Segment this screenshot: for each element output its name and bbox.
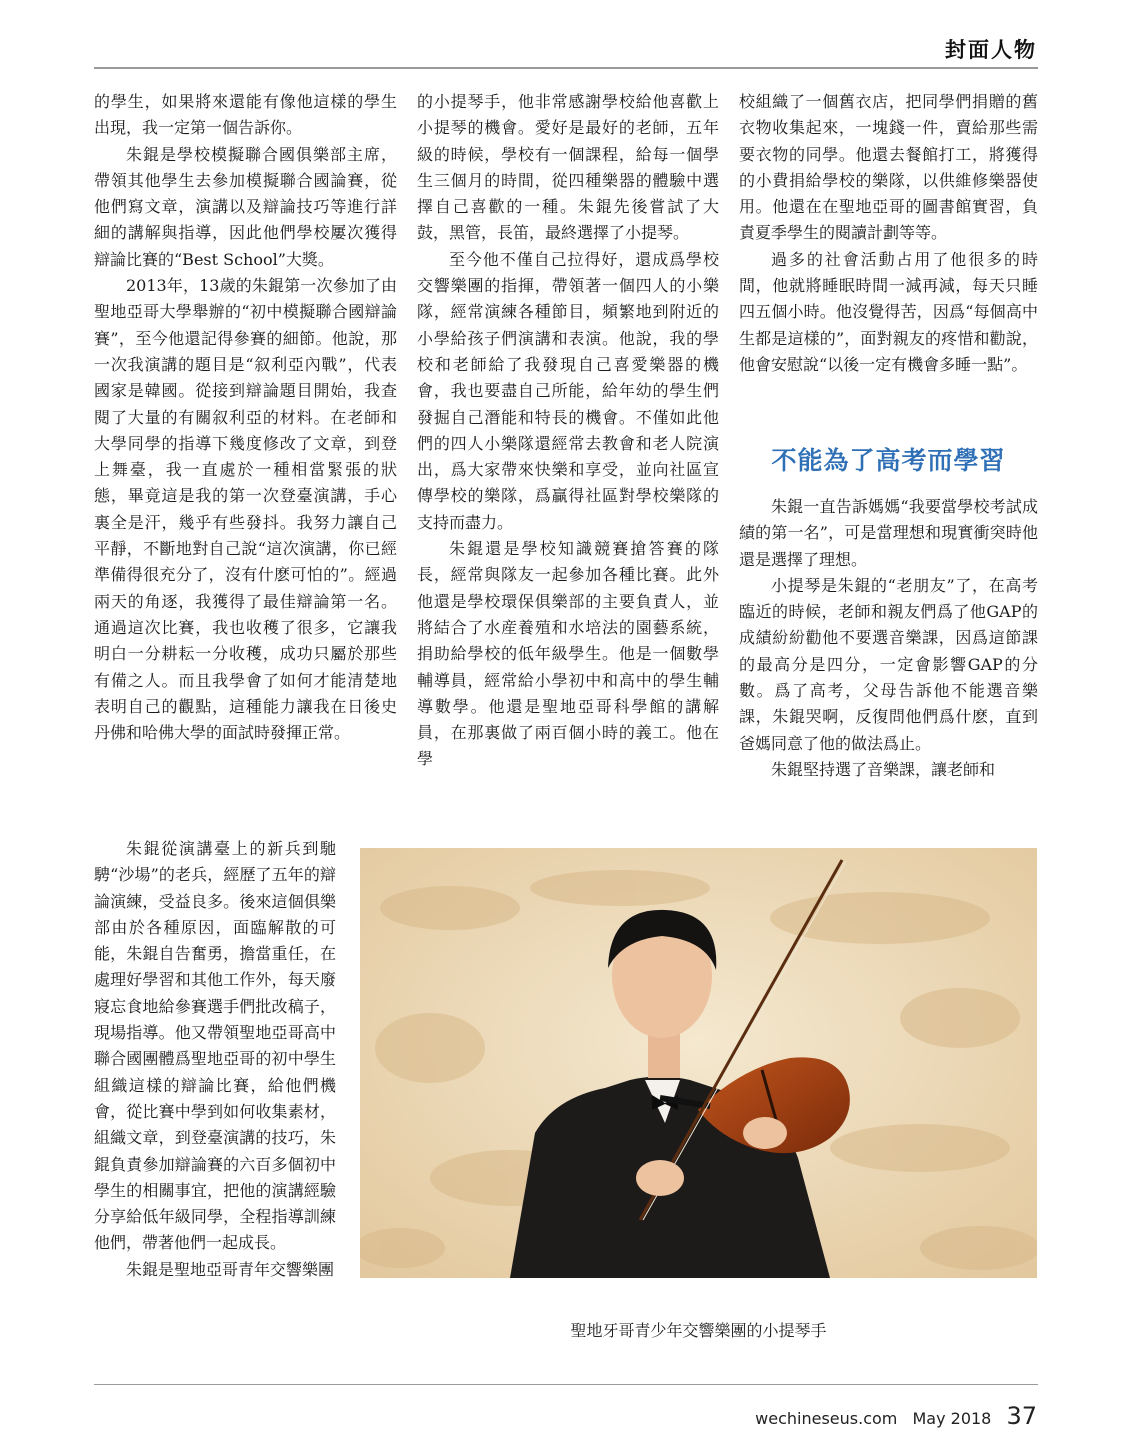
paragraph: 朱錕一直告訴媽媽“我要當學校考試成績的第一名”，可是當理想和現實衝突時他還是選擇了理想。 [739,497,1038,569]
paragraph: 朱錕還是學校知識競賽搶答賽的隊長，經常與隊友一起參加各種比賽。此外他還是學校環保俱樂部的主要負責人，並將結合了水産養殖和水培法的園藝系統，捐助給學校的低年級學生。他是一個數學輔導員，經常給小學初中和高中的學生輔導數學。他還是聖地亞哥科學館的講解員，在那裏做了兩百個小時的義工。他在學 [417,539,719,769]
footer-issue-date: May 2018 [912,1409,992,1428]
article-column-3 [739,89,1038,378]
article-column-3-lower [739,494,1038,783]
page-number: 37 [1006,1402,1037,1430]
paragraph: 過多的社會活動占用了他很多的時間，他就將睡眠時間一減再減，每天只睡四五個小時。他沒覺得苦，因爲“每個高中生都是這樣的”，面對親友的疼惜和勸說，他會安慰說“以後一定有機會多睡一點”。 [739,249,1038,374]
paragraph: 至今他不僅自己拉得好，還成爲學校交響樂團的指揮，帶領著一個四人的小樂隊，經常演練各種節目，頻繁地到附近的小學給孩子們演講和表演。他說，我的學校和老師給了我發現自己喜愛樂器的機會，我也要盡自己所能，給年幼的學生們發掘自己潛能和特長的機會。不僅如此他們的四人小樂隊還經常去教會和老人院演出，爲大家帶來快樂和享受，並向社區宣傳學校的樂隊，爲贏得社區對學校樂隊的支持而盡力。 [417,249,719,532]
paragraph: 小提琴是朱錕的“老朋友”了，在高考臨近的時候，老師和親友們爲了他GAP的成績紛紛勸他不要選音樂課，因爲這節課的最高分是四分，一定會影響GAP的分數。爲了高考，父母告訴他不能選音樂課，朱錕哭啊，反復問他們爲什麽，直到爸媽同意了他的做法爲止。 [739,575,1038,753]
paragraph: 朱錕從演講臺上的新兵到馳騁“沙場”的老兵，經歷了五年的辯論演練，受益良多。後來這個俱樂部由於各種原因，面臨解散的可能，朱錕自告奮勇，擔當重任，在處理好學習和其他工作外，每天廢寢忘食地給參賽選手們批改稿子，現場指導。他又帶領聖地亞哥高中聯合國團體爲聖地亞哥的初中學生組織這樣的辯論比賽，給他們機會，從比賽中學到如何收集素材，組織文章，到登臺演講的技巧，朱錕負責參加辯論賽的六百多個初中學生的相關事宜，把他的演講經驗分享給低年級同學，全程指導訓練他們，帶著他們一起成長。 [94,839,336,1253]
paragraph: 2013年，13歲的朱錕第一次參加了由聖地亞哥大學舉辦的“初中模擬聯合國辯論賽”，至今他還記得參賽的細節。他說，那一次我演講的題目是“叙利亞內戰”，代表國家是韓國。從接到辯論題目開始，我查閱了大量的有關叙利亞的材料。在老師和大學同學的指導下幾度修改了文章，到登上舞臺，我一直處於一種相當緊張的狀態，畢竟這是我的第一次登臺演講，手心裏全是汗，幾乎有些發抖。我努力讓自己平靜，不斷地對自己說“這次演講，你已經準備得很充分了，沒有什麽可怕的”。經過兩天的角逐，我獲得了最佳辯論第一名。通過這次比賽，我也收穫了很多，它讓我明白一分耕耘一分收穫，成功只屬於那些有備之人。而且我學會了如何才能清楚地表明自己的觀點，這種能力讓我在日後史丹佛和哈佛大學的面試時發揮正常。 [94,276,397,743]
subheading: 不能為了高考而學習 [771,446,1006,475]
article-column-1-lower [94,836,336,1283]
violinist-photo [360,848,1037,1278]
paragraph: 的學生，如果將來還能有像他這樣的學生出現，我一定第一個告訴你。 [94,92,397,138]
article-column-1 [94,89,397,746]
section-label: 封面人物 [945,38,1037,62]
footer [755,1402,1037,1430]
footer-website: wechineseus.com [755,1409,898,1428]
photo-caption: 聖地牙哥青少年交響樂團的小提琴手 [570,1321,827,1340]
article-column-2 [417,89,719,773]
top-divider [94,67,1038,69]
bottom-divider [94,1384,1038,1385]
paragraph: 校組織了一個舊衣店，把同學們捐贈的舊衣物收集起來，一塊錢一件，賣給那些需要衣物的同學。他還去餐館打工，將獲得的小費捐給學校的樂隊，以供維修樂器使用。他還在在聖地亞哥的圖書館實習，負責夏季學生的閱讀計劃等等。 [739,92,1038,243]
paragraph: 朱錕是聖地亞哥青年交響樂團 [126,1259,335,1279]
paragraph: 朱錕堅持選了音樂課，讓老師和 [771,759,996,779]
paragraph: 朱錕是學校模擬聯合國俱樂部主席，帶領其他學生去參加模擬聯合國論賽，從他們寫文章，演講以及辯論技巧等進行詳細的講解與指導，因此他們學校屢次獲得辯論比賽的“Best School”大獎。 [94,144,397,269]
paragraph: 的小提琴手，他非常感謝學校給他喜歡上小提琴的機會。愛好是最好的老師，五年級的時候，學校有一個課程，給每一個學生三個月的時間，從四種樂器的體驗中選擇自己喜歡的一種。朱錕先後嘗試了大鼓，黑管，長笛，最終選擇了小提琴。 [417,92,719,243]
